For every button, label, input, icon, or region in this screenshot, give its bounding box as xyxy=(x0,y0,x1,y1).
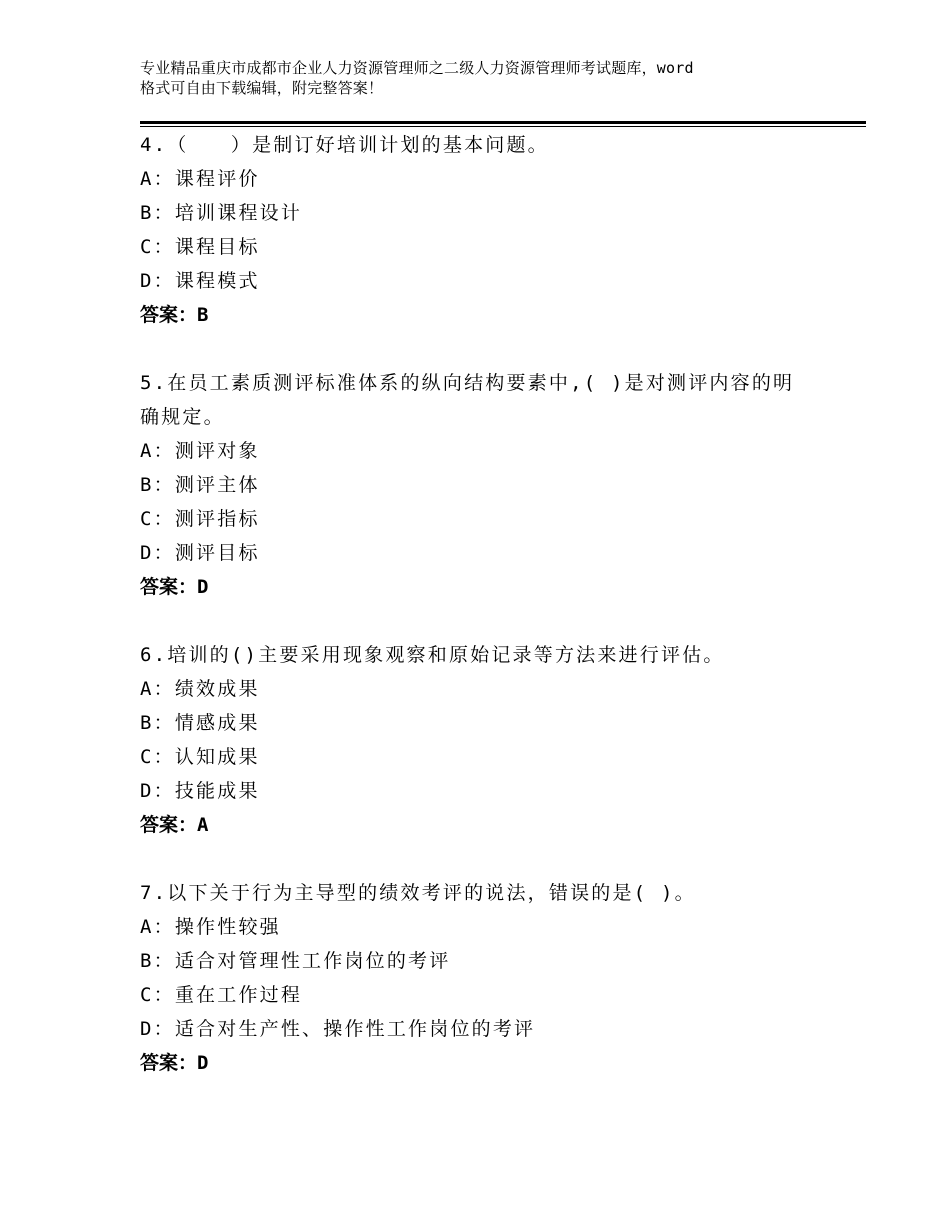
option-d: D：测评目标 xyxy=(140,542,260,564)
question-spacer xyxy=(140,604,840,638)
option-a: A：测评对象 xyxy=(140,440,260,462)
header-divider-thick xyxy=(140,121,866,124)
option-c: C：重在工作过程 xyxy=(140,984,303,1006)
option-c: C：认知成果 xyxy=(140,746,260,768)
option-a: A：课程评价 xyxy=(140,168,260,190)
question-7 xyxy=(140,876,840,1080)
answer-label: 答案：D xyxy=(140,576,209,598)
answer-label: 答案：B xyxy=(140,304,209,326)
document-header xyxy=(140,58,830,98)
question-text: 7.以下关于行为主导型的绩效考评的说法，错误的是( )。 xyxy=(140,882,696,904)
option-b: B：情感成果 xyxy=(140,712,260,734)
question-text: 6.培训的()主要采用现象观察和原始记录等方法来进行评估。 xyxy=(140,644,725,666)
option-d: D：课程模式 xyxy=(140,270,260,292)
header-line-2: 格式可自由下载编辑，附完整答案！ xyxy=(140,79,384,97)
header-line-1: 专业精品重庆市成都市企业人力资源管理师之二级人力资源管理师考试题库，word xyxy=(140,59,694,77)
option-a: A：操作性较强 xyxy=(140,916,281,938)
question-text: 4.（ ）是制订好培训计划的基本问题。 xyxy=(140,134,549,156)
header-divider-thin xyxy=(140,126,866,127)
answer-label: 答案：A xyxy=(140,814,209,836)
question-text: 5.在员工素质测评标准体系的纵向结构要素中,( )是对测评内容的明 xyxy=(140,372,795,394)
option-c: C：课程目标 xyxy=(140,236,260,258)
answer-label: 答案：D xyxy=(140,1052,209,1074)
question-6 xyxy=(140,638,840,842)
option-d: D：适合对生产性、操作性工作岗位的考评 xyxy=(140,1018,536,1040)
question-5 xyxy=(140,366,840,604)
question-list xyxy=(140,128,840,1080)
option-d: D：技能成果 xyxy=(140,780,260,802)
option-b: B：测评主体 xyxy=(140,474,260,496)
option-b: B：适合对管理性工作岗位的考评 xyxy=(140,950,451,972)
option-a: A：绩效成果 xyxy=(140,678,260,700)
question-text-continued: 确规定。 xyxy=(140,406,225,428)
option-c: C：测评指标 xyxy=(140,508,260,530)
option-b: B：培训课程设计 xyxy=(140,202,303,224)
question-spacer xyxy=(140,332,840,366)
question-spacer xyxy=(140,842,840,876)
question-4 xyxy=(140,128,840,332)
